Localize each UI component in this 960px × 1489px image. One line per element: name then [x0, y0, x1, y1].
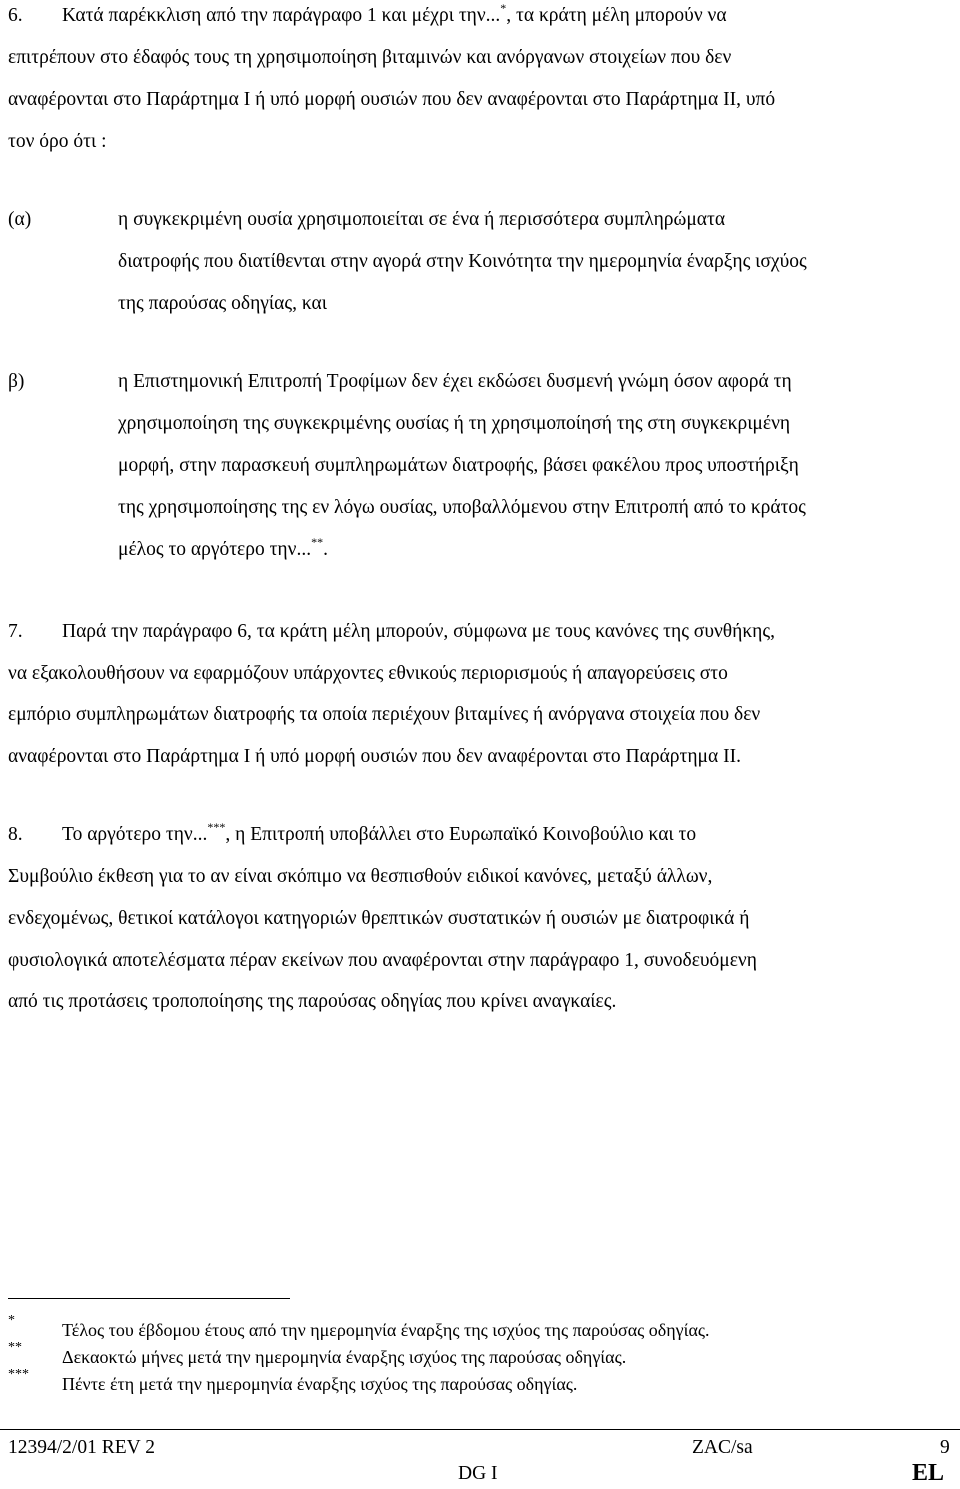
- paragraph-8-line-1: [62, 820, 697, 848]
- paragraph-7-line-4: αναφέρονται στο Παράρτημα I ή υπό μορφή ουσιών που δεν αναφέρονται στο Παράρτημα II.: [8, 746, 741, 767]
- footer-language: EL: [912, 1460, 945, 1486]
- paragraph-7-line-1: Παρά την παράγραφο 6, τα κράτη μέλη μπορούν, σύμφωνα με τους κανόνες της συνθήκης,: [62, 621, 775, 642]
- paragraph-7-number: 7.: [8, 621, 23, 642]
- paragraph-8-line-1-text-a: Το αργότερο την...: [62, 824, 208, 845]
- paragraph-6-number: 6.: [8, 5, 23, 26]
- item-b-line-5-text-b: .: [323, 539, 328, 560]
- footnote-3-mark: ***: [8, 1367, 29, 1382]
- item-b-line-5: [118, 535, 328, 563]
- footnote-ref-3[interactable]: ***: [207, 820, 226, 834]
- paragraph-8-number: 8.: [8, 824, 23, 845]
- item-b-line-1: η Επιστημονική Επιτροπή Τροφίμων δεν έχει εκδώσει δυσμενή γνώμη όσον αφορά τη: [118, 371, 792, 392]
- paragraph-8-line-2: Συμβούλιο έκθεση για το αν είναι σκόπιμο να θεσπισθούν ειδικοί κανόνες, μεταξύ άλλων,: [8, 866, 713, 887]
- item-b-line-3: μορφή, στην παρασκευή συμπληρωμάτων διατροφής, βάσει φακέλου προς υποστήριξη: [118, 455, 799, 476]
- footnote-ref-1[interactable]: *: [500, 1, 507, 15]
- paragraph-6-line-1: [62, 1, 727, 29]
- item-a-line-3: της παρούσας οδηγίας, και: [118, 293, 327, 314]
- paragraph-6-line-3: αναφέρονται στο Παράρτημα I ή υπό μορφή ουσιών που δεν αναφέρονται στο Παράρτημα II, υπό: [8, 89, 776, 110]
- paragraph-6-line-2: επιτρέπουν στο έδαφός τους τη χρησιμοποίηση βιταμινών και ανόργανων στοιχείων που δεν: [8, 47, 732, 68]
- item-a-line-2: διατροφής που διατίθενται στην αγορά στην Κοινότητα την ημερομηνία έναρξης ισχύος: [118, 251, 807, 272]
- footer-author: ZAC/sa: [692, 1437, 753, 1458]
- footnote-1-text: Τέλος του έβδομου έτους από την ημερομηνία έναρξης της ισχύος της παρούσας οδηγίας.: [62, 1320, 710, 1340]
- footer-dg: DG I: [458, 1463, 498, 1484]
- footnote-2-mark: **: [8, 1340, 22, 1355]
- item-a-label: (α): [8, 209, 32, 230]
- item-b-line-4: της χρησιμοποίησης της εν λόγω ουσίας, υποβαλλόμενου στην Επιτροπή από το κράτος: [118, 497, 806, 518]
- paragraph-6-line-1-text-a: Κατά παρέκκλιση από την παράγραφο 1 και μέχρι την...: [62, 5, 501, 26]
- paragraph-6-line-4: τον όρο ότι :: [8, 131, 107, 152]
- item-a-line-1: η συγκεκριμένη ουσία χρησιμοποιείται σε ένα ή περισσότερα συμπληρώματα: [118, 209, 726, 230]
- paragraph-8-line-4: φυσιολογικά αποτελέσματα πέραν εκείνων που αναφέρονται στην παράγραφο 1, συνοδευόμενη: [8, 950, 757, 971]
- item-b-line-2: χρησιμοποίηση της συγκεκριμένης ουσίας ή τη χρησιμοποίησή της στη συγκεκριμένη: [118, 413, 791, 434]
- paragraph-7-line-3: εμπόριο συμπληρωμάτων διατροφής τα οποία περιέχουν βιταμίνες ή ανόργανα στοιχεία που δεν: [8, 704, 761, 725]
- footnote-separator: [8, 1298, 290, 1299]
- footnote-1-mark: *: [8, 1313, 15, 1328]
- paragraph-7-line-2: να εξακολουθήσουν να εφαρμόζουν υπάρχοντες εθνικούς περιορισμούς ή απαγορεύσεις στο: [8, 663, 728, 684]
- item-b-line-5-text-a: μέλος το αργότερο την...: [118, 539, 312, 560]
- paragraph-8-line-5: από τις προτάσεις τροποποίησης της παρούσας οδηγίας που κρίνει αναγκαίες.: [8, 991, 617, 1012]
- footer-doc-ref: 12394/2/01 REV 2: [8, 1437, 155, 1458]
- footer-page-number: 9: [940, 1437, 950, 1458]
- item-b-label: β): [8, 371, 25, 392]
- footnote-ref-2[interactable]: **: [311, 535, 324, 549]
- paragraph-6-line-1-text-b: , τα κράτη μέλη μπορούν να: [506, 5, 727, 26]
- footnote-3-text: Πέντε έτη μετά την ημερομηνία έναρξης ισχύος της παρούσας οδηγίας.: [62, 1374, 578, 1394]
- footnote-2-text: Δεκαοκτώ μήνες μετά την ημερομηνία έναρξης ισχύος της παρούσας οδηγίας.: [62, 1347, 627, 1367]
- footer-separator: [0, 1429, 960, 1430]
- paragraph-8-line-3: ενδεχομένως, θετικοί κατάλογοι κατηγοριών θρεπτικών συστατικών ή ουσιών με διατροφικά ή: [8, 908, 750, 929]
- paragraph-8-line-1-text-b: , η Επιτροπή υποβάλλει στο Ευρωπαϊκό Κοινοβούλιο και το: [225, 824, 697, 845]
